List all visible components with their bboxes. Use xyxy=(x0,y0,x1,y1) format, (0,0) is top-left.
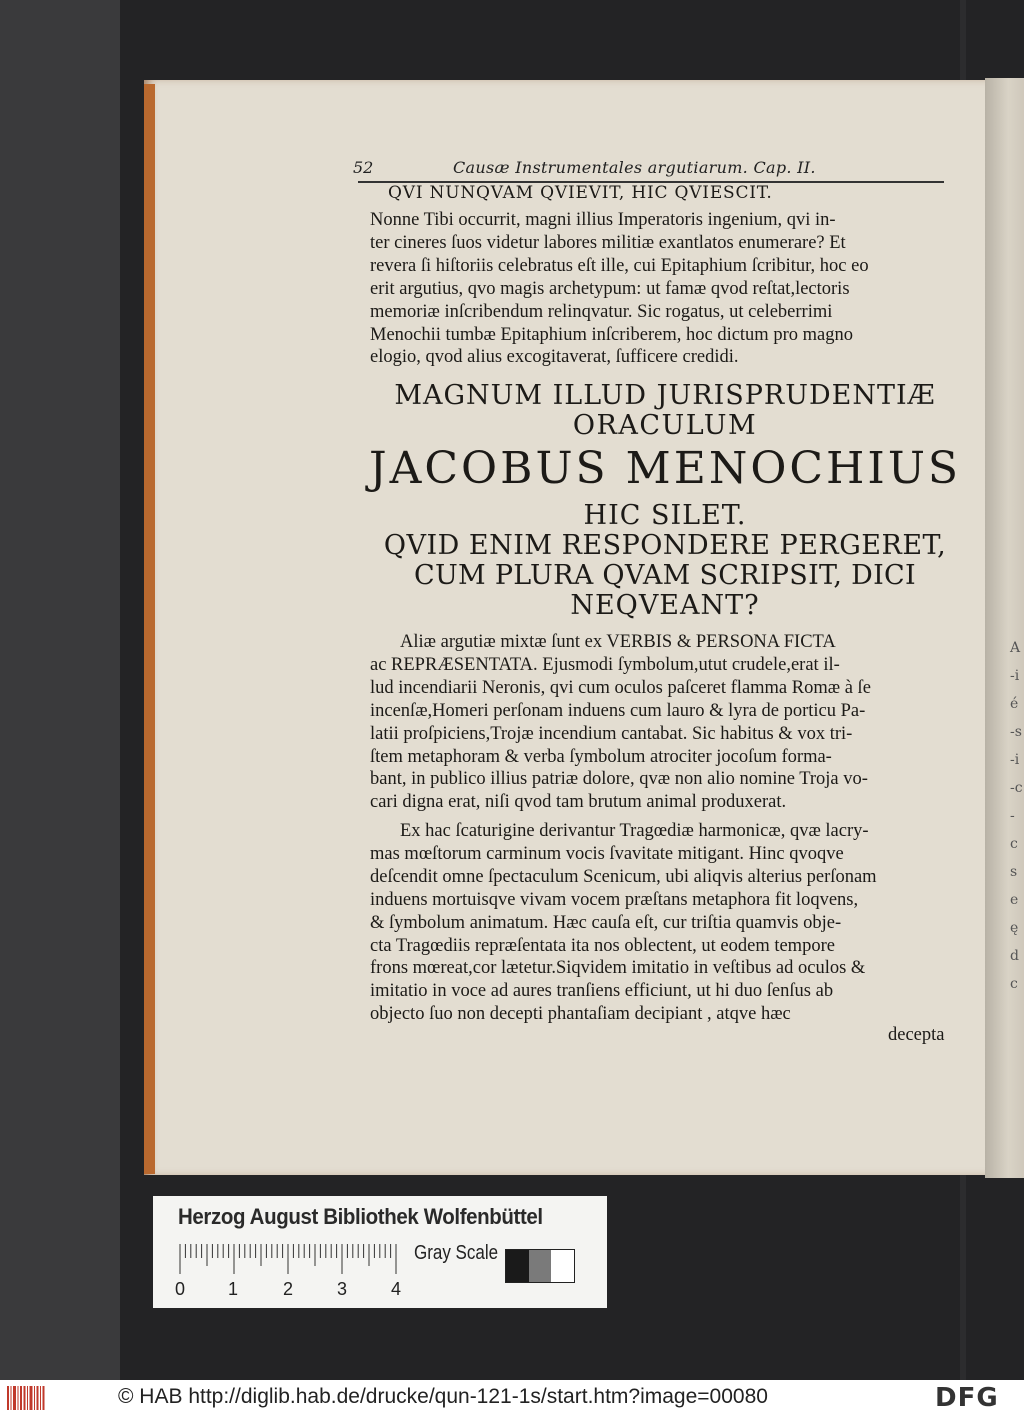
epitaph-heading-2: ORACULUM xyxy=(572,410,758,441)
text-line: Menochii tumbæ Epitaphium inſcriberem, hoc dictum pro magno xyxy=(370,324,853,345)
barcode-bar xyxy=(20,1386,22,1410)
ruler-scale xyxy=(178,1240,408,1280)
grayscale-swatches xyxy=(505,1249,575,1283)
epitaph-heading-4: HIC SILET. xyxy=(583,500,747,531)
ruler-number: 3 xyxy=(337,1279,348,1299)
copyright-link[interactable]: © HAB http://diglib.hab.de/drucke/qun-121-1s/start.htm?image=00080 xyxy=(118,1385,768,1408)
page-number: 52 xyxy=(353,158,374,177)
paragraph-1 xyxy=(370,209,956,369)
text-line: incenſæ,Homeri perſonam induens cum lauro & lyra de porticu Pa- xyxy=(370,700,866,721)
barcode-bar xyxy=(11,1386,12,1410)
ruler-number: 4 xyxy=(391,1279,402,1299)
barcode-bar xyxy=(40,1386,41,1410)
text-line: elogio, qvod alius excogitaverat, ſufficere credidi. xyxy=(370,347,739,368)
grayscale-swatch xyxy=(506,1250,529,1282)
grayscale-swatch xyxy=(551,1250,574,1282)
text-line: Nonne Tibi occurrit, magni illius Imperatoris ingenium, qvi in- xyxy=(370,210,836,230)
paragraph-2 xyxy=(370,631,956,814)
next-page-letter: -s xyxy=(1010,724,1022,740)
catch-word: decepta xyxy=(888,1025,945,1045)
text-line: ſtem metaphoram & verba ſymbolum atrociter jocoſum forma- xyxy=(370,746,832,767)
barcode-bar xyxy=(13,1386,16,1410)
next-page-letter: c xyxy=(1010,836,1018,852)
barcode-icon xyxy=(6,1384,46,1412)
next-page-letter: s xyxy=(1010,864,1018,880)
text-line: erit argutius, qvo magis archetypum: ut famæ qvod reſtat,lectoris xyxy=(370,278,850,299)
text-line: imitatio in voce ad aures tranſiens efficiunt, ut hi duo ſenſus ab xyxy=(370,981,834,1002)
text-line: ac REPRÆSENTATA. Ejusmodi ſymbolum,utut crudele,erat il- xyxy=(370,654,840,675)
barcode-bar xyxy=(37,1386,39,1410)
next-page-letter: -c xyxy=(1010,780,1023,796)
next-page-letter: -i xyxy=(1010,752,1020,768)
text-line: ter cineres ſuos videtur labores militiæ exantlatos enumerare? Et xyxy=(370,232,846,253)
epitaph-line: QVI NUNQVAM QVIEVIT, HIC QVIESCIT. xyxy=(388,183,773,203)
text-line: latii proſpiciens,Trojæ incendium cantabat. Sic habitus & vox tri- xyxy=(370,723,853,744)
text-line: objecto ſuo non decepti phantaſiam decipiant , atqve hæc xyxy=(370,1004,791,1025)
barcode-bar xyxy=(30,1386,33,1410)
text-line: induens mortuisqve vivam vocem præſtans metaphora fit loqvens, xyxy=(370,889,859,910)
text-line: Ex hac ſcaturigine derivantur Tragœdiæ harmonicæ, qvæ lacry- xyxy=(400,821,869,841)
next-page-letter: -i xyxy=(1010,668,1020,684)
next-page-letter: é xyxy=(1010,696,1019,712)
barcode-bar xyxy=(18,1386,19,1410)
ruler-number: 1 xyxy=(228,1279,239,1299)
next-page-letter: c xyxy=(1010,976,1018,992)
text-line: revera ſi hiſtoriis celebratus eſt ille, cui Epitaphium ſcribitur, hoc eo xyxy=(370,255,869,276)
barcode-bar xyxy=(43,1386,45,1410)
text-line: cari digna erat, niſi qvod tam brutum animal produxerat. xyxy=(370,792,787,813)
text-line: Aliæ argutiæ mixtæ ſunt ex VERBIS & PERSONA FICTA xyxy=(400,632,836,652)
epitaph-name: JACOBUS MENOCHIUS xyxy=(368,443,962,494)
library-name: Herzog August Bibliothek Wolfenbüttel xyxy=(178,1204,543,1229)
paragraph-3 xyxy=(370,820,960,1026)
barcode-bar xyxy=(7,1386,9,1410)
epitaph-heading-7: NEQVEANT? xyxy=(570,590,760,621)
running-title: Causæ Instrumentales argutiarum. Cap. II. xyxy=(453,158,816,177)
next-page-letter: ę xyxy=(1010,920,1019,936)
grayscale-swatch xyxy=(529,1250,552,1282)
barcode-bar xyxy=(34,1386,35,1410)
next-page-letter: d xyxy=(1010,948,1019,964)
next-page-letter: e xyxy=(1010,892,1019,908)
text-line: cta Tragœdiis repræſentata ita nos oblectent, ut eodem tempore xyxy=(370,935,835,956)
text-line: mas mœſtorum carminum vocis ſvavitate mitigant. Hinc qvoqve xyxy=(370,843,844,864)
text-line: lud incendiarii Neronis, qvi cum oculos paſceret flamma Romæ à ſe xyxy=(370,677,871,698)
grayscale-label: Gray Scale xyxy=(414,1242,499,1264)
next-page-edge xyxy=(985,78,1024,1178)
text-line: memoriæ inſcribendum relinqvatur. Sic rogatus, ut celeberrimi xyxy=(370,301,833,322)
epitaph-heading-6: CUM PLURA QVAM SCRIPSIT, DICI xyxy=(414,560,916,591)
text-line: frons mœreat,cor lætetur.Siqvidem imitatio in veſtibus ad oculos & xyxy=(370,958,866,979)
barcode-bar xyxy=(27,1386,28,1410)
epitaph-heading-1: MAGNUM ILLUD JURISPRUDENTIÆ xyxy=(394,380,936,411)
text-line: bant, in publico illius patriæ dolore, qvæ non alio nomine Troja vo- xyxy=(370,769,868,790)
barcode-bar xyxy=(24,1386,26,1410)
ruler-number: 2 xyxy=(283,1279,294,1299)
text-line: & ſymbolum animatum. Hæc cauſa eſt, cur triſtia quamvis obje- xyxy=(370,912,842,933)
next-page-letter: A xyxy=(1010,640,1021,656)
ruler-number: 0 xyxy=(175,1279,186,1299)
next-page-letter: - xyxy=(1010,808,1015,824)
dfg-logo: DFG xyxy=(935,1383,999,1413)
text-line: deſcendit omne ſpectaculum Scenicum, ubi aliqvis alterius perſonam xyxy=(370,866,877,887)
epitaph-heading-5: QVID ENIM RESPONDERE PERGERET, xyxy=(383,530,947,561)
page-edge xyxy=(144,84,155,1174)
